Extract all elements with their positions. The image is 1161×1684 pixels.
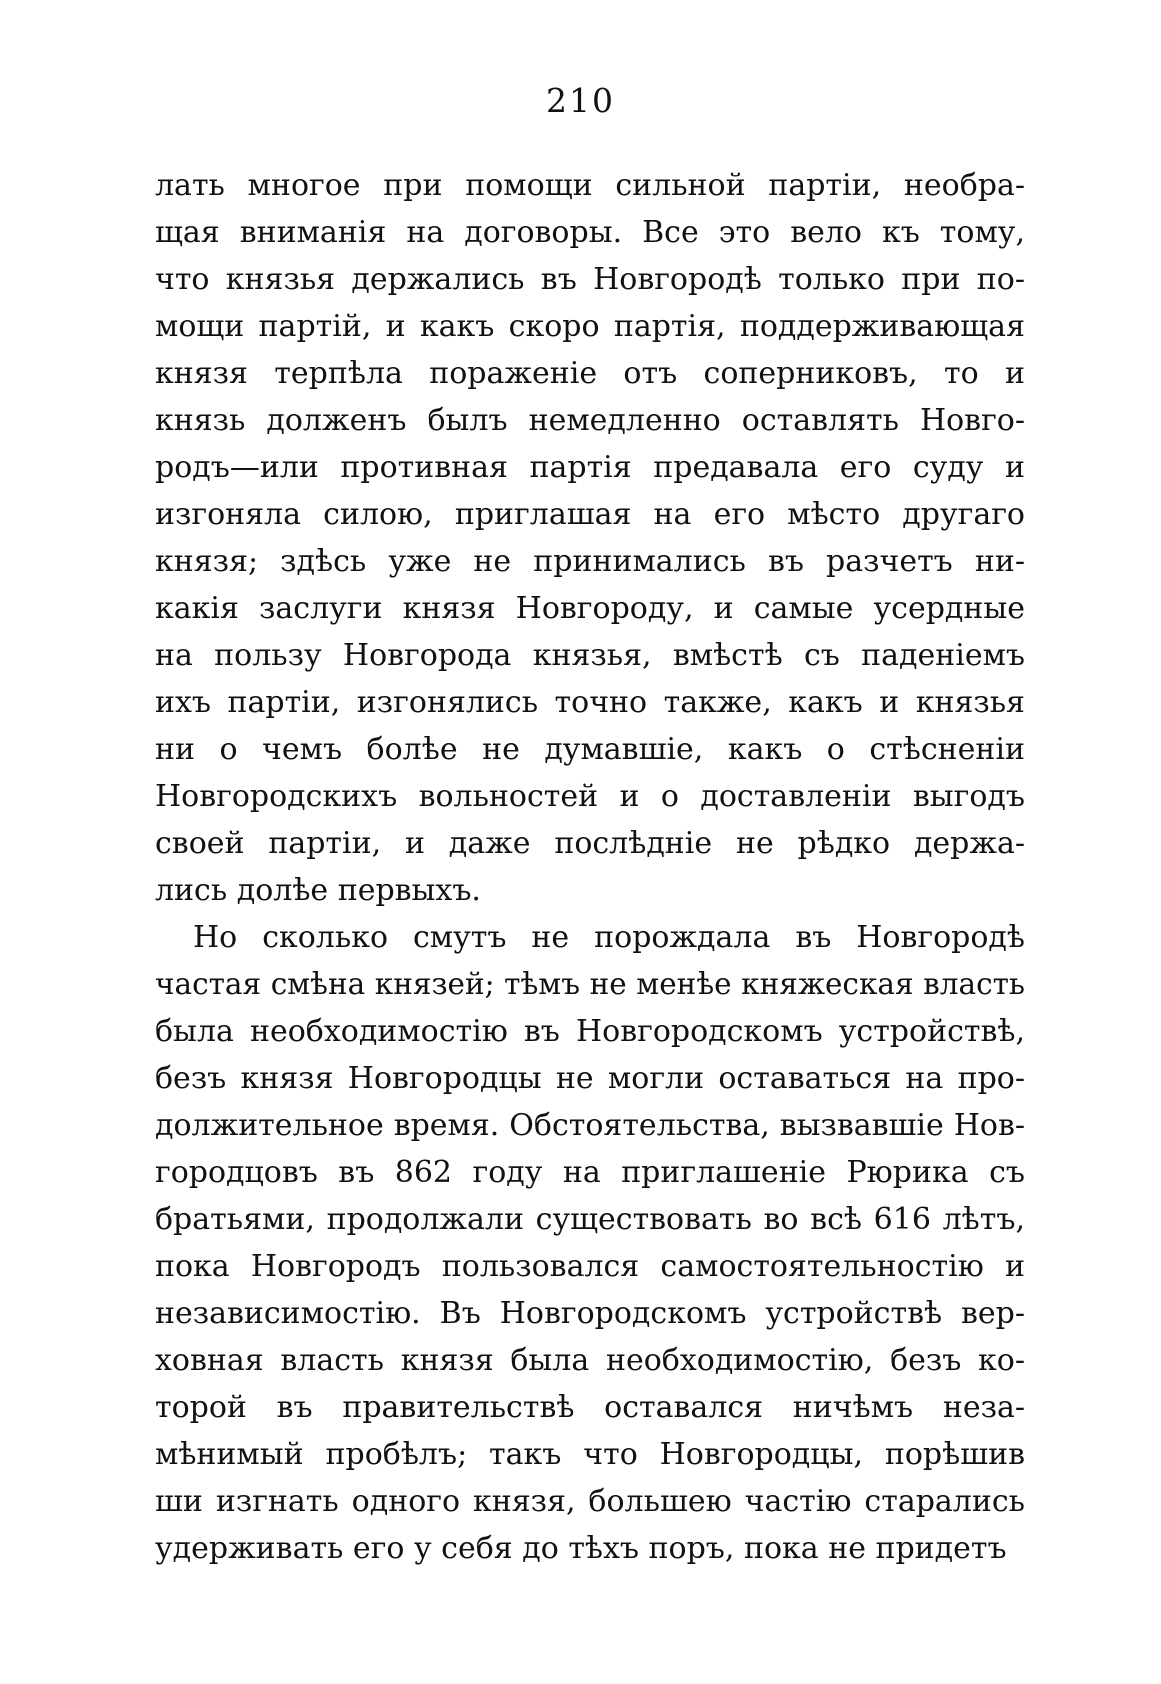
text-line: ихъ партіи, изгонялись точно также, какъ и князья <box>155 685 1025 720</box>
text-line: мощи партій, и какъ скоро партія, поддерживающая <box>155 309 1025 344</box>
text-line: безъ князя Новгородцы не могли оставаться на про- <box>155 1061 1025 1096</box>
text-line: независимостію. Въ Новгородскомъ устройствѣ вер- <box>155 1296 1025 1331</box>
text-line: князя терпѣла пораженіе отъ соперниковъ, то и <box>155 356 1025 391</box>
text-line: Новгородскихъ вольностей и о доставленіи выгодъ <box>155 779 1025 814</box>
text-line: торой въ правительствѣ оставался ничѣмъ неза- <box>155 1390 1025 1425</box>
text-line: лать многое при помощи сильной партіи, необра- <box>155 168 1025 203</box>
text-line: удерживать его у себя до тѣхъ поръ, пока не придетъ <box>155 1531 1007 1566</box>
text-line: должительное время. Обстоятельства, вызвавшіе Нов- <box>155 1108 1025 1143</box>
body-text <box>155 162 1025 1572</box>
text-line: своей партіи, и даже послѣдніе не рѣдко держа- <box>155 826 1025 861</box>
text-line: городцовъ въ 862 году на приглашеніе Рюрика съ <box>155 1155 1025 1190</box>
text-line: щая вниманія на договоры. Все это вело къ тому, <box>155 215 1025 250</box>
text-line: была необходимостію въ Новгородскомъ устройствѣ, <box>155 1014 1025 1049</box>
text-line: ши изгнать одного князя, большею частію старались <box>155 1484 1025 1519</box>
text-line: Но сколько смутъ не порождала въ Новгородѣ <box>193 920 1025 955</box>
text-line: родъ—или противная партія предавала его суду и <box>155 450 1025 485</box>
text-line: братьями, продолжали существовать во всѣ 616 лѣтъ, <box>155 1202 1025 1237</box>
text-line: частая смѣна князей; тѣмъ не менѣе княжеская власть <box>155 967 1025 1001</box>
text-line: лись долѣе первыхъ. <box>155 873 481 908</box>
text-line: ховная власть князя была необходимостію, безъ ко- <box>155 1343 1025 1378</box>
text-line: какія заслуги князя Новгороду, и самые усердные <box>155 591 1025 626</box>
paragraph <box>155 914 1025 1572</box>
page-number: 210 <box>546 81 615 120</box>
text-line: князь долженъ былъ немедленно оставлять Новго- <box>155 403 1025 438</box>
text-line: мѣнимый пробѣлъ; такъ что Новгородцы, порѣшив <box>155 1437 1025 1472</box>
text-line: на пользу Новгорода князья, вмѣстѣ съ паденіемъ <box>155 638 1025 673</box>
text-line: что князья держались въ Новгородѣ только при по- <box>155 262 1025 297</box>
text-line: пока Новгородъ пользовался самостоятельностію и <box>155 1249 1025 1284</box>
text-line: князя; здѣсь уже не принимались въ разчетъ ни- <box>155 544 1025 579</box>
text-line: изгоняла силою, приглашая на его мѣсто другаго <box>155 497 1025 532</box>
paragraph <box>155 162 1025 914</box>
text-line: ни о чемъ болѣе не думавшіе, какъ о стѣсненіи <box>155 732 1025 767</box>
